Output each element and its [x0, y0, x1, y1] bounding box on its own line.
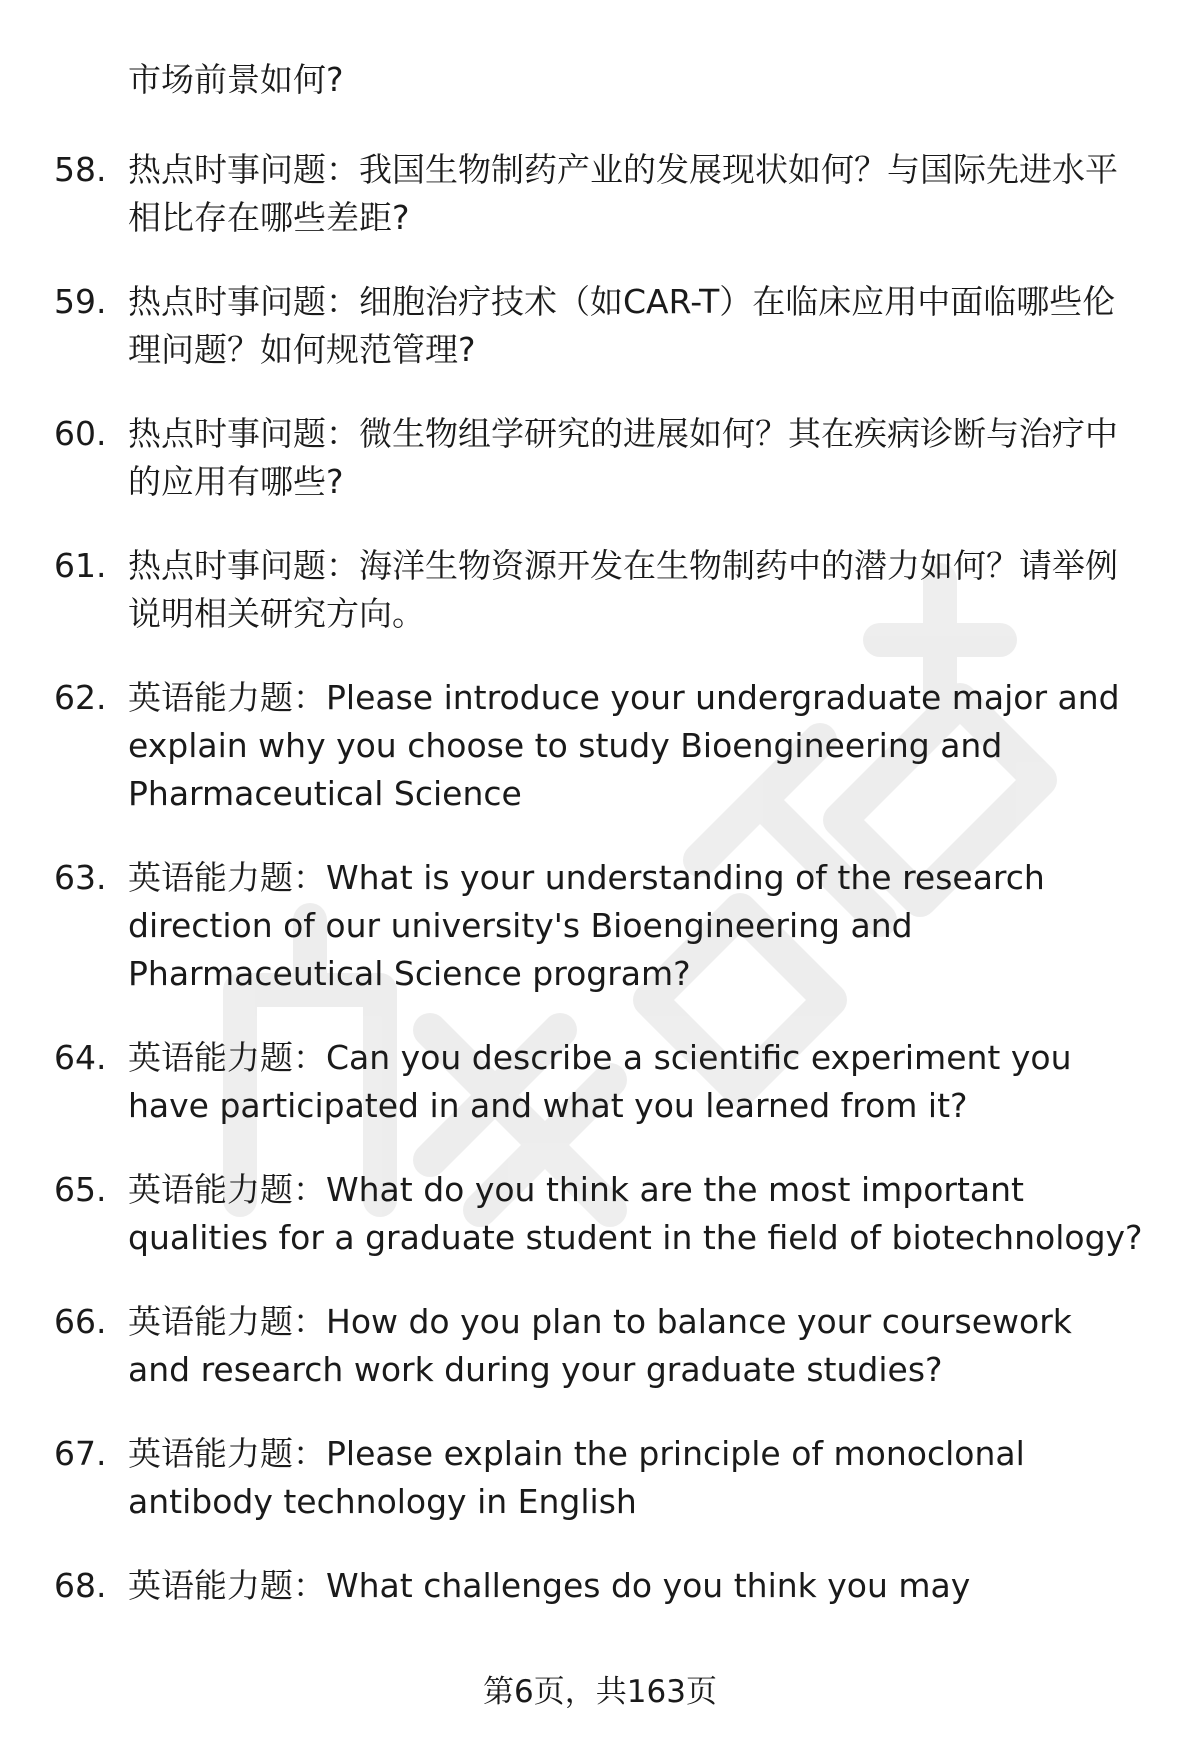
question-list	[54, 56, 1144, 1646]
item-number: 67.	[54, 1434, 107, 1473]
item-text: 英语能力题：Can you describe a scientific experiment you have participated in and what you learned from it?	[128, 1038, 1072, 1125]
list-item	[54, 1166, 1144, 1262]
item-text: 热点时事问题：微生物组学研究的进展如何？其在疾病诊断与治疗中的应用有哪些?	[128, 414, 1118, 501]
list-item	[54, 1562, 1144, 1610]
item-text: 英语能力题：How do you plan to balance your coursework and research work during your graduate studies?	[128, 1302, 1072, 1389]
list-item	[54, 410, 1144, 506]
list-item	[54, 146, 1144, 242]
item-number: 60.	[54, 414, 107, 453]
list-item	[54, 542, 1144, 638]
page-footer: 第6页，共163页	[483, 1674, 717, 1710]
item-number: 58.	[54, 150, 107, 189]
item-text: 英语能力题：Please explain the principle of monoclonal antibody technology in English	[128, 1434, 1025, 1521]
item-number: 68.	[54, 1566, 107, 1605]
item-text: 热点时事问题：我国生物制药产业的发展现状如何？与国际先进水平相比存在哪些差距?	[128, 150, 1118, 237]
item-text: 热点时事问题：海洋生物资源开发在生物制药中的潜力如何？请举例说明相关研究方向。	[128, 546, 1118, 633]
item-text: 英语能力题：Please introduce your undergraduate major and explain why you choose to study Bioengineering and Pharmaceutical Science	[128, 678, 1120, 813]
item-number: 65.	[54, 1170, 107, 1209]
item-number: 61.	[54, 546, 107, 585]
item-number: 63.	[54, 858, 107, 897]
item-text: 英语能力题：What challenges do you think you may	[128, 1566, 971, 1605]
list-item	[54, 1034, 1144, 1130]
item-number: 59.	[54, 282, 107, 321]
item-text: 英语能力题：What do you think are the most important qualities for a graduate student in the field of biotechnology?	[128, 1170, 1143, 1257]
list-item	[54, 854, 1144, 998]
list-item	[54, 674, 1144, 818]
item-number: 66.	[54, 1302, 107, 1341]
list-item	[54, 1298, 1144, 1394]
continuation-text: 市场前景如何?	[128, 60, 344, 99]
item-number: 64.	[54, 1038, 107, 1077]
list-item	[54, 278, 1144, 374]
list-item	[54, 1430, 1144, 1526]
item-text: 英语能力题：What is your understanding of the research direction of our university's Bioengineering and Pharmaceutical Science program?	[128, 858, 1045, 993]
item-text: 热点时事问题：细胞治疗技术（如CAR-T）在临床应用中面临哪些伦理问题？如何规范管理?	[128, 282, 1116, 369]
item-number: 62.	[54, 678, 107, 717]
